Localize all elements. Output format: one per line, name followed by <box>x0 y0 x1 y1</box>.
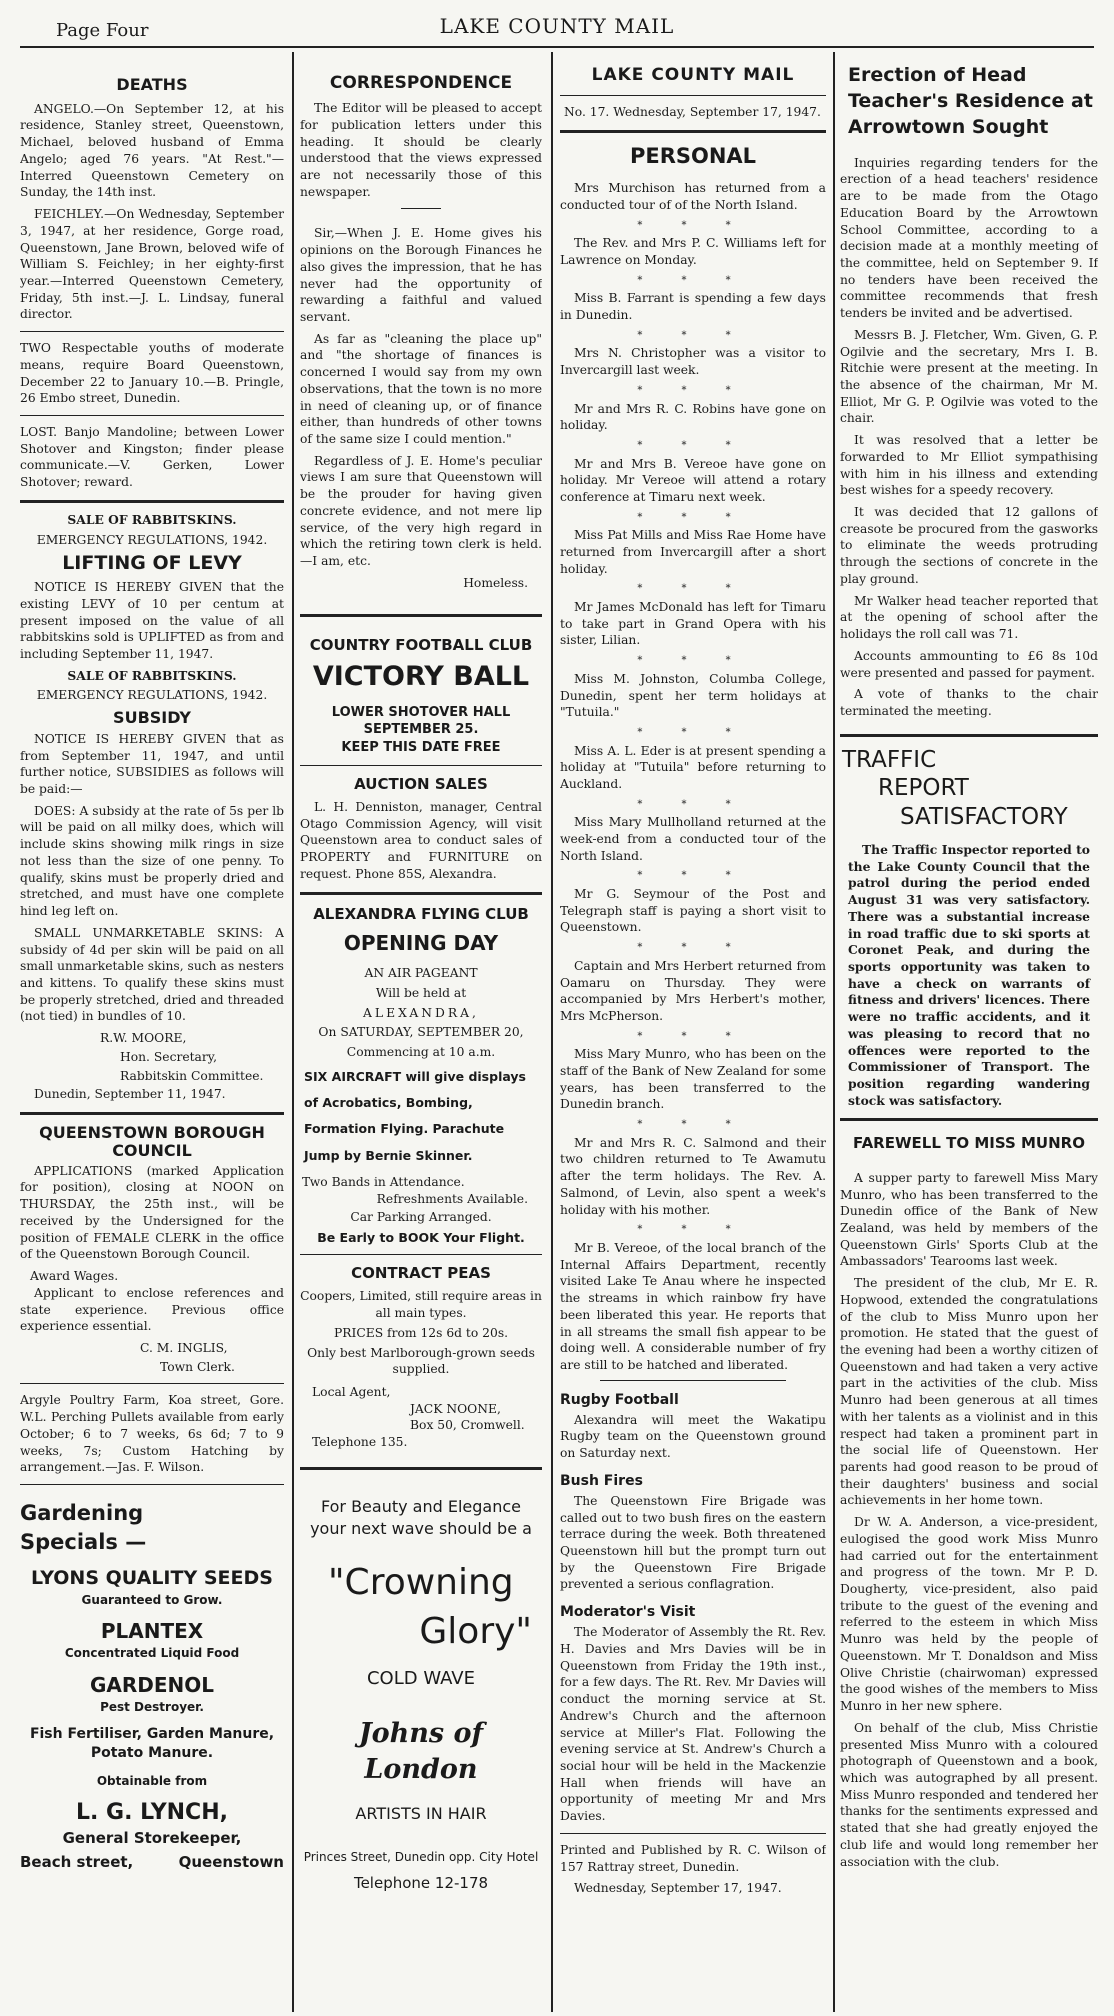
personal-item: Mr B. Vereoe, of the local branch of the Internal Affairs Department, recently visited Lake Te Anau where he inspected the streams in which rainbow fry have been liberated this year. He reports that in all streams the small fish appear to be doing well. A considerable number of fry are still to be hatched and liberated. <box>560 1240 826 1372</box>
article-para: A vote of thanks to the chair terminated the meeting. <box>840 687 1098 718</box>
book-flight: Be Early to BOOK Your Flight. <box>317 1229 525 1245</box>
letter-para: As far as "cleaning the place up" and "the shortage of finances is concerned I would say from my own observations, that the town is no more in need of cleaning up, or of finance either, than hundreds of other towns of the same size I could mention." <box>300 331 542 447</box>
ad-lynch: L. G. LYNCH, <box>76 1799 228 1825</box>
article-para: Messrs B. J. Fletcher, Wm. Given, G. P. Ogilvie and the secretary, Mrs I. B. Ritchie were present at the meeting. In the absence of the chairman, Mr M. Elliot, Mr G. P. Ogilvie was voted to the chair. <box>840 327 1098 426</box>
traffic-headline <box>840 746 1098 832</box>
column-1 <box>20 52 284 2012</box>
opening-day: OPENING DAY <box>343 931 499 956</box>
separator-stars: * * * <box>637 942 749 954</box>
peas-seeds: Only best Marlborough-grown seeds supplied. <box>307 1345 535 1377</box>
peas-heading: CONTRACT PEAS <box>351 1263 491 1282</box>
headline-line: REPORT <box>878 775 969 802</box>
auction-heading: AUCTION SALES <box>354 774 488 793</box>
moderator-text: The Moderator of Assembly the Rt. Rev. H. Davies and Mrs Davies will be in Queenstown from Friday the 19th inst., for a few days. The Rt. Rev. Mr Davies will conduct the morning service at St. Andrew's Church and the afternoon service at Miller's Flat. Following the evening service at St. Andrew's Church a social hour will be held in the Mackenzie Hall when friends will have an opportunity of meeting Mr and Mrs Davies. <box>560 1625 826 1824</box>
divider <box>600 1380 786 1381</box>
agent-telephone: Telephone 135. <box>312 1435 408 1450</box>
football-club: COUNTRY FOOTBALL CLUB <box>309 635 533 654</box>
imprint: Printed and Published by R. C. Wilson of 157 Rattray street, Dunedin. <box>560 1842 826 1874</box>
article-para: Dr W. A. Anderson, a vice-president, eulogised the good work Miss Munro had carried out for the entertainment and progress of the town. Mr P. D. Dougherty, vice-president, also paid tribute to the guest of the evening and referred to the esteem in which Miss Munro was held by the people of Queenstown. Mr T. Donaldson and Miss Olive Christie (chairwoman) expressed the good wishes of the members to Miss Munro in her new sphere. <box>840 1515 1098 1714</box>
headline-line: SATISFACTORY <box>900 804 1068 831</box>
address-town: Queenstown <box>178 1852 284 1871</box>
ad-lynch-role: General Storekeeper, <box>62 1828 242 1847</box>
divider <box>300 765 542 766</box>
ad-plantex-sub: Concentrated Liquid Food <box>64 1646 240 1661</box>
notice-feichley: FEICHLEY.—On Wednesday, September 3, 1947, at her residence, Gorge road, Queenstown, Jane Brown, beloved wife of William S. Feichley; in her eighty-first year.—Interred Queenstown Cemetery, Friday, 5th inst.—J. L. Lindsay, funeral director. <box>20 207 284 322</box>
separator-stars: * * * <box>637 583 749 595</box>
clerk-role: Town Clerk. <box>160 1359 235 1374</box>
rabbitskin-heading: SALE OF RABBITSKINS. <box>67 667 237 683</box>
ad-lyons-sub: Guaranteed to Grow. <box>81 1592 223 1607</box>
victory-ball: VICTORY BALL <box>312 660 530 692</box>
separator-stars: * * * <box>637 511 749 523</box>
peas-text: Coopers, Limited, still require areas in all main types. <box>300 1289 542 1321</box>
divider <box>840 1118 1098 1121</box>
ad-plantex: PLANTEX <box>100 1619 204 1644</box>
hair-ad-line: your next wave should be a <box>310 1518 532 1538</box>
article-para: A supper party to farewell Miss Mary Munro, who has been transferred to the Dunedin office of the Bank of New Zealand, was held by members of the Queenstown Girls' Sports Club at the Ambassadors' Tearooms last week. <box>840 1170 1098 1269</box>
arrowtown-headline: Erection of Head Teacher's Residence at Arrowtown Sought <box>848 64 1093 139</box>
article-para: The president of the club, Mr E. R. Hopwood, extended the congratulations of the club to Miss Munro upon her promotion. He stated that the guest of the evening had been a worthy citizen of Queenstown and had taken a very active part in the activities of the club. Miss Munro had been generous at all times with her talents as a violinist and in this respect had taken a prominent part in the social life of Queenstown. Her parents had good reason to be proud of their daughters' business and social achievements in her home town. <box>840 1276 1098 1508</box>
small-skins-text: SMALL UNMARKETABLE SKINS: A subsidy of 4d per skin will be paid on all small unmarketable skins, such as nesters and kittens. To qualify these skins must be properly stretched, dried and threaded (not tied) in bundles of 10. <box>20 925 284 1024</box>
separator-stars: * * * <box>637 219 749 231</box>
personal-item: Miss Mary Mullholland returned at the week-end from a conducted tour of the North Island. <box>560 815 826 863</box>
council-text: APPLICATIONS (marked Application for position), closing at NOON on THURSDAY, the 25th inst., will be received by the Undersigned for the position of FEMALE CLERK in the office of the Queenstown Borough Council. <box>20 1163 284 1262</box>
letter-para: Regardless of J. E. Home's peculiar views I am sure that Queenstown will be the prouder for having given concrete evidence, and not mere lip service, of the very high regard in which the retiring town clerk is held.—I am, etc. <box>300 453 542 569</box>
column-rule <box>551 52 553 2012</box>
separator-stars: * * * <box>637 655 749 667</box>
rabbitskin-heading: SALE OF RABBITSKINS. <box>67 511 237 527</box>
article-para: On behalf of the club, Miss Christie presented Miss Munro with a coloured photograph of Queenstown and a book, which was autographed by all present. Miss Munro responded and tendered her thanks for the sentiments expressed and stated that she had greatly enjoyed the club life and would long remember her association with the club. <box>840 1720 1098 1869</box>
personal-item: Mr and Mrs R. C. Robins have gone on holiday. <box>560 401 826 433</box>
notice-angelo: ANGELO.—On September 12, at his residence, Stanley street, Queenstown, Michael, beloved husband of Emma Angelo; aged 76 years. "At Rest."—Interred Queenstown Cemetery on Sunday, the 14th inst. <box>20 101 284 200</box>
personal-item: Captain and Mrs Herbert returned from Oamaru on Thursday. They were accompanied by Mrs Herbert's mother, Mrs McPherson. <box>560 958 826 1023</box>
personal-items <box>560 180 826 1373</box>
personal-item: Miss M. Johnston, Columba College, Dunedin, spent her term holidays at "Tutuila." <box>560 671 826 720</box>
personal-item: Mr and Mrs R. C. Salmond and their two children returned to Te Awamutu after the term holidays. The Rev. A. Salmond, of Levin, also spent a week's holiday with his mother. <box>560 1135 826 1217</box>
column-4 <box>840 52 1098 2012</box>
correspondence-heading: CORRESPONDENCE <box>329 73 513 93</box>
headline-line: TRAFFIC <box>842 746 937 773</box>
ad-board-wanted: TWO Respectable youths of moderate means, require Board Queenstown, December 22 to January 10.—B. Pringle, 26 Embo street, Dunedin. <box>20 341 284 406</box>
personal-item: The Rev. and Mrs P. C. Williams left for Lawrence on Monday. <box>560 236 826 268</box>
divider <box>300 892 542 895</box>
ball-venue: LOWER SHOTOVER HALL <box>331 704 511 720</box>
personal-item: Miss Pat Mills and Miss Rae Home have returned from Invercargill after a short holiday. <box>560 528 826 576</box>
rugby-heading: Rugby Football <box>560 1391 679 1408</box>
parking: Car Parking Arranged. <box>350 1210 492 1225</box>
local-agent: Local Agent, <box>312 1384 391 1399</box>
divider <box>560 95 826 96</box>
rugby-text: Alexandra will meet the Wakatipu Rugby team on the Queenstown ground on Saturday next. <box>560 1412 826 1461</box>
hair-ad-line: For Beauty and Elegance <box>320 1496 521 1516</box>
divider <box>20 500 284 503</box>
signature-role: Rabbitskin Committee. <box>120 1068 264 1083</box>
imprint-date: Wednesday, September 17, 1947. <box>574 1881 782 1896</box>
separator-stars: * * * <box>637 726 749 738</box>
ad-lynch-address <box>20 1852 284 1872</box>
levy-text: NOTICE IS HEREBY GIVEN that the existing LEVY of 10 per centum at present imposed on the value of all rabbitskins sold is UPLIFTED as from and including September 11, 1947. <box>20 580 284 661</box>
gardening-title: Specials — <box>20 1529 147 1554</box>
gardening-title: Gardening <box>20 1500 144 1525</box>
separator-stars: * * * <box>637 870 749 882</box>
pageant: AN AIR PAGEANT <box>364 966 478 981</box>
ad-obtain: Obtainable from <box>96 1774 208 1789</box>
separator-stars: * * * <box>637 274 749 286</box>
agent-box: Box 50, Cromwell. <box>410 1418 525 1433</box>
signature-date: Dunedin, September 11, 1947. <box>34 1087 226 1102</box>
issue-line: No. 17. Wednesday, September 17, 1947. <box>564 105 821 120</box>
personal-item: Mr James McDonald has left for Timaru to take part in Grand Opera with his sister, Lilian. <box>560 600 826 648</box>
cold-wave: COLD WAVE <box>366 1668 475 1690</box>
alexandra: ALEXANDRA, <box>363 1005 479 1020</box>
divider <box>300 1467 542 1470</box>
divider <box>20 1112 284 1115</box>
ad-gardenol: GARDENOL <box>89 1672 215 1697</box>
held-at: Will be held at <box>375 985 467 1000</box>
ad-lost: LOST. Banjo Mandoline; between Lower Shotover and Kingston; finder please communicate.—V. Gerken, Lower Shotover; reward. <box>20 424 284 490</box>
divider <box>560 130 826 133</box>
signature-name: R.W. MOORE, <box>100 1031 187 1046</box>
subsidy-heading: SUBSIDY <box>113 708 191 728</box>
aircraft-text: SIX AIRCRAFT will give displays of Acrobatics, Bombing, Formation Flying. Parachute Jump by Bernie Skinner. <box>304 1068 526 1163</box>
separator-stars: * * * <box>637 1119 749 1131</box>
divider <box>20 415 284 416</box>
peas-prices: PRICES from 12s 6d to 20s. <box>333 1325 509 1340</box>
ball-date: SEPTEMBER 25. <box>363 722 479 738</box>
personal-heading: PERSONAL <box>629 143 757 168</box>
deaths-heading: DEATHS <box>116 75 188 94</box>
council-heading: QUEENSTOWN BOROUGH COUNCIL <box>39 1122 265 1161</box>
salon-telephone: Telephone 12-178 <box>353 1874 489 1893</box>
subsidy-text: NOTICE IS HEREBY GIVEN that as from September 11, 1947, and until further notice, SUBSIDIES as follows will be paid:— <box>20 731 284 797</box>
separator-stars: * * * <box>637 329 749 341</box>
article-para: Mr Walker head teacher reported that at the opening of school after the holidays the roll call was 71. <box>840 593 1098 642</box>
divider <box>20 1383 284 1384</box>
johns-of-london-logo: Johns of London <box>358 1717 484 1786</box>
does-text: DOES: A subsidy at the rate of 5s per lb will be paid on all milky does, which will include skins showing milk rings in size not less than the size of one penny. To qualify, skins must be properly dried and stretched, and must have one complete hind leg left on. <box>20 803 284 919</box>
regulations-line: EMERGENCY REGULATIONS, 1942. <box>36 532 268 547</box>
personal-item: Miss Mary Munro, who has been on the staff of the Bank of New Zealand for some years, has been transferred to the Dunedin branch. <box>560 1047 826 1112</box>
column-masthead: LAKE COUNTY MAIL <box>591 65 795 85</box>
column-3 <box>560 52 826 2012</box>
letter-signature: Homeless. <box>463 575 528 590</box>
header-rule <box>20 46 1094 48</box>
correspondence-intro: The Editor will be pleased to accept for publication letters under this heading. It should be clearly understood that the views expressed are not necessarily those of this newspaper. <box>300 101 542 199</box>
ad-poultry: Argyle Poultry Farm, Koa street, Gore. W.L. Perching Pullets available from early October; 6 to 7 weeks, 6s 6d; 7 to 9 weeks, 7s; Custom Hatching by arrangement.—Jas. F. Wilson. <box>20 1393 284 1475</box>
traffic-text: The Traffic Inspector reported to the Lake County Council that the patrol during the period ended August 31 was very satisfactory. There was a substantial increase in road traffic due to ski sports at Coronet Peak, and during the sports opportunity was taken to have a check on warrants of fitness and drivers' licences. There were no traffic accidents, and it was pleasing to record that no offences were reported to the Commissioner of Transport. The position regarding wandering stock was satisfactory. <box>848 841 1090 1108</box>
article-para: Inquiries regarding tenders for the erection of a head teachers' residence are to be made from the Otago Education Board by the Arrowtown School Committee, according to a decision made at a monthly meeting of the committee, held on September 9. If no tenders have been received the committee recommends that fresh tenders be invited and be advertised. <box>840 155 1098 321</box>
divider <box>20 1484 284 1485</box>
bush-fires-heading: Bush Fires <box>560 1472 643 1489</box>
bands: Two Bands in Attendance. <box>302 1174 465 1189</box>
separator-stars: * * * <box>637 439 749 451</box>
regulations-line: EMERGENCY REGULATIONS, 1942. <box>36 688 268 703</box>
ad-lyons: LYONS QUALITY SEEDS <box>31 1567 273 1590</box>
masthead: LAKE COUNTY MAIL <box>439 14 675 38</box>
ad-fertiliser: Fish Fertiliser, Garden Manure, Potato Manure. <box>29 1726 275 1762</box>
refreshments: Refreshments Available. <box>376 1191 528 1206</box>
separator-stars: * * * <box>637 384 749 396</box>
ad-gardenol-sub: Pest Destroyer. <box>100 1699 204 1714</box>
pageant-date: On SATURDAY, SEPTEMBER 20, <box>318 1025 524 1040</box>
personal-item: Mr and Mrs B. Vereoe have gone on holiday. Mr Vereoe will attend a rotary conference at Timaru next week. <box>560 456 826 504</box>
farewell-heading: FAREWELL TO MISS MUNRO <box>853 1134 1085 1153</box>
divider <box>840 734 1098 737</box>
levy-heading: LIFTING OF LEVY <box>62 552 242 575</box>
divider <box>300 614 542 617</box>
personal-item: Miss B. Farrant is spending a few days in Dunedin. <box>560 291 826 323</box>
column-rule <box>833 52 835 2012</box>
crowning-text: "Crowning <box>328 1562 514 1604</box>
personal-item: Mr G. Seymour of the Post and Telegraph staff is paying a short visit to Queenstown. <box>560 887 826 935</box>
separator-stars: * * * <box>637 1030 749 1042</box>
council-apply: Applicant to enclose references and state experience. Previous office experience essential. <box>20 1285 284 1334</box>
article-para: It was decided that 12 gallons of creasote be procured from the gasworks to eliminate the weeds protruding through the sections of concrete in the play ground. <box>840 505 1098 586</box>
separator-stars: * * * <box>637 798 749 810</box>
letter-para: Sir,—When J. E. Home gives his opinions on the Borough Finances he also gives the impression, that he has never had the opportunity of rewarding a faithful and valued servant. <box>300 226 542 325</box>
column-rule <box>292 52 294 2012</box>
personal-item: Miss A. L. Eder is at present spending a holiday at "Tutuila" before returning to Auckland. <box>560 743 826 791</box>
divider <box>401 208 441 209</box>
page-number: Page Four <box>56 20 149 41</box>
clerk-name: C. M. INGLIS, <box>140 1340 228 1355</box>
personal-item: Mrs Murchison has returned from a conducted tour of of the North Island. <box>560 181 826 213</box>
personal-item: Mrs N. Christopher was a visitor to Invercargill last week. <box>560 346 826 378</box>
address-street: Beach street, <box>20 1852 134 1871</box>
pageant-time: Commencing at 10 a.m. <box>346 1045 496 1060</box>
page-header <box>0 0 1114 46</box>
moderator-heading: Moderator's Visit <box>560 1604 696 1621</box>
salon-address: Princes Street, Dunedin opp. City Hotel <box>303 1849 539 1864</box>
flying-club: ALEXANDRA FLYING CLUB <box>313 904 529 923</box>
divider <box>20 331 284 332</box>
article-para: Accounts ammounting to £6 8s 10d were presented and passed for payment. <box>840 648 1098 680</box>
artists-in-hair: ARTISTS IN HAIR <box>355 1804 487 1824</box>
auction-text: L. H. Denniston, manager, Central Otago Commission Agency, will visit Queenstown area to conduct sales of PROPERTY and FURNITURE on request. Phone 85S, Alexandra. <box>300 800 542 881</box>
ball-keep: KEEP THIS DATE FREE <box>341 739 501 755</box>
column-2 <box>300 52 542 2012</box>
bush-fires-text: The Queenstown Fire Brigade was called out to two bush fires on the eastern terrace during the week. Both threatened Queenstown hill but the prompt turn out by the Queenstown Fire Brigade prevented a serious conflagration. <box>560 1493 826 1592</box>
signature-role: Hon. Secretary, <box>120 1049 217 1064</box>
separator-stars: * * * <box>637 1224 749 1236</box>
divider <box>560 1833 826 1834</box>
glory-text: Glory" <box>419 1611 532 1653</box>
award-wages: Award Wages. <box>30 1269 119 1284</box>
article-para: It was resolved that a letter be forwarded to Mr Elliot sympathising with him in his illness and extending best wishes for a speedy recovery. <box>840 433 1098 498</box>
divider <box>300 1254 542 1255</box>
agent-name: JACK NOONE, <box>410 1401 501 1416</box>
